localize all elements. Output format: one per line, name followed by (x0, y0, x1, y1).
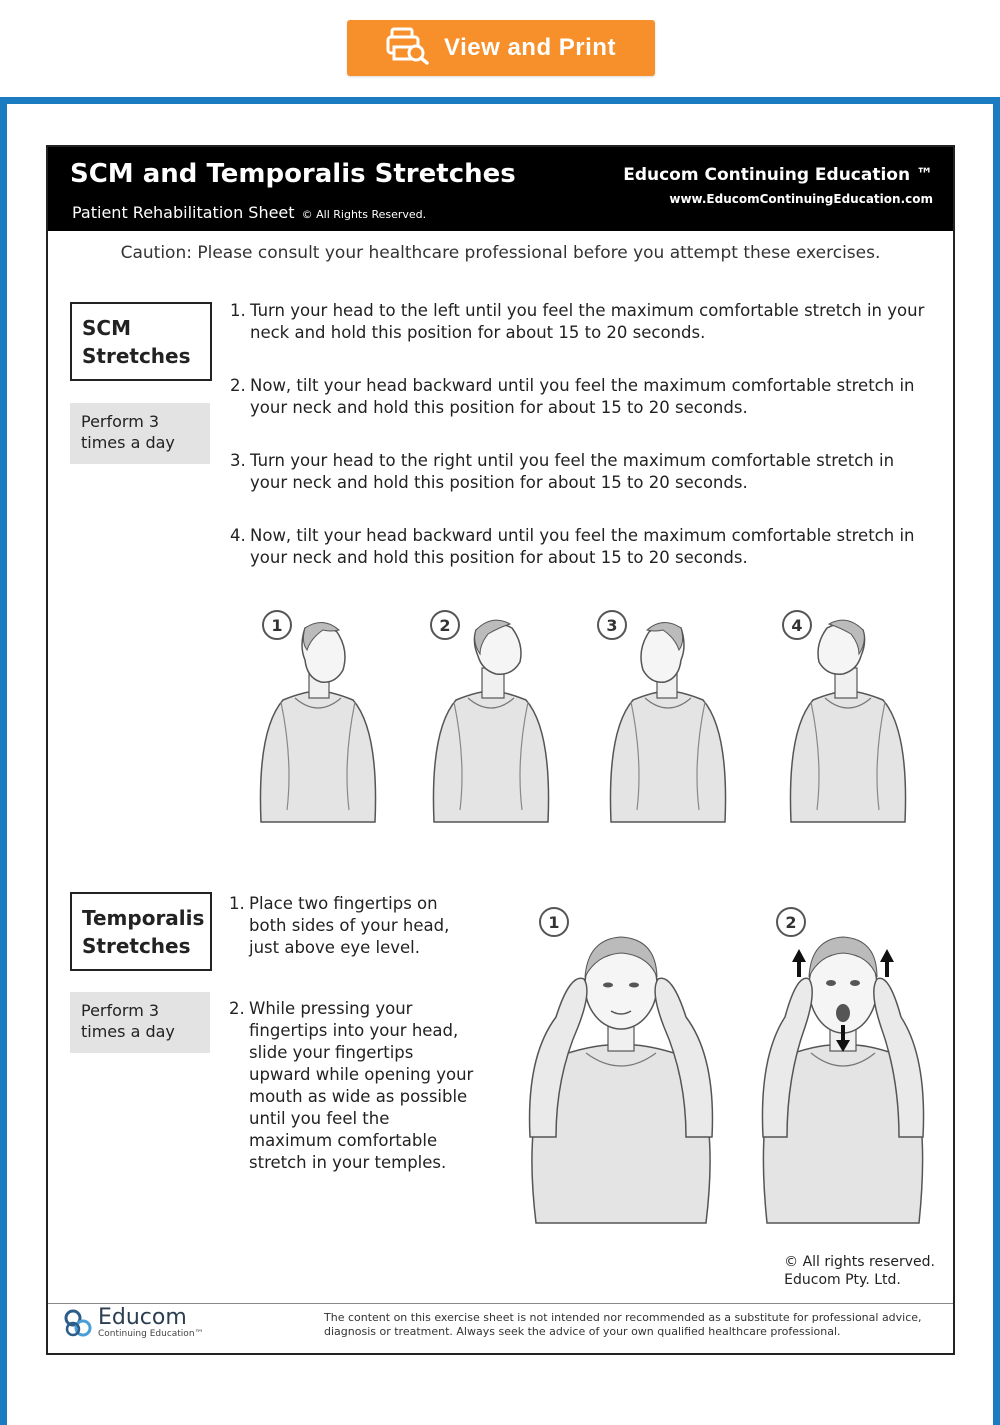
figure-number-badge: 1 (262, 610, 292, 640)
figure-number-badge: 1 (539, 907, 569, 937)
copyright-note (784, 1253, 935, 1289)
scm-freq-line2: times a day (81, 433, 175, 452)
sheet-subtitle (72, 203, 426, 222)
person-head-tilted-back-right-illustration (783, 610, 913, 825)
scm-step (230, 300, 930, 344)
scm-freq-line1: Perform 3 (81, 412, 160, 431)
scm-figure-3 (603, 610, 733, 825)
temporalis-figure-2 (753, 907, 933, 1225)
org-url: www.EducomContinuingEducation.com (669, 192, 933, 206)
temporalis-step (229, 998, 474, 1174)
step-number: 4. (230, 526, 246, 545)
sheet-title: SCM and Temporalis Stretches (70, 159, 516, 189)
copyright-line1: © All rights reserved. (784, 1254, 935, 1270)
copyright-line2: Educom Pty. Ltd. (784, 1272, 901, 1288)
educom-logo-icon (62, 1307, 94, 1339)
step-number: 2. (229, 999, 245, 1018)
temporalis-steps (229, 893, 474, 1174)
sheet-header (48, 147, 953, 231)
scm-title-line2: Stretches (82, 344, 191, 368)
step-number: 1. (230, 301, 246, 320)
temporalis-section-title (70, 892, 212, 971)
scm-figure-4 (783, 610, 913, 825)
print-preview-icon (386, 27, 430, 69)
scm-step (230, 450, 930, 494)
step-text: Place two fingertips on both sides of your head, just above eye level. (249, 894, 450, 957)
step-number: 1. (229, 894, 245, 913)
temporalis-frequency (70, 992, 210, 1053)
brand-tagline: Continuing Education™ (98, 1329, 204, 1339)
educom-logo (62, 1307, 204, 1339)
brand-name: Educom (98, 1305, 187, 1330)
exercise-sheet (46, 145, 955, 1355)
subtitle-text: Patient Rehabilitation Sheet (72, 203, 295, 222)
temporalis-step (229, 893, 474, 959)
scm-title-line1: SCM (82, 316, 131, 340)
person-head-turned-left-illustration (253, 610, 383, 825)
scm-step (230, 525, 930, 569)
temporalis-title-line2: Stretches (82, 934, 191, 958)
temporalis-freq-line2: times a day (81, 1022, 175, 1041)
scm-figure-1 (253, 610, 383, 825)
scm-figure-2 (426, 610, 556, 825)
scm-frequency (70, 403, 210, 464)
step-text: Now, tilt your head backward until you feel the maximum comfortable stretch in your neck and hold this position for about 15 to 20 seconds. (250, 526, 915, 567)
person-head-turned-right-illustration (603, 610, 733, 825)
person-fingertips-slide-up-mouth-open-illustration (753, 907, 933, 1225)
scm-section-title (70, 302, 212, 381)
step-number: 3. (230, 451, 246, 470)
footer-divider (48, 1303, 953, 1304)
temporalis-title-line1: Temporalis (82, 906, 205, 930)
step-text: Now, tilt your head backward until you feel the maximum comfortable stretch in your neck and hold this position for about 15 to 20 seconds. (250, 376, 915, 417)
step-number: 2. (230, 376, 246, 395)
disclaimer-text: The content on this exercise sheet is not intended nor recommended as a substitute for professional advice, diagnosis or treatment. Always seek the advice of your own qualified healthcare professional. (324, 1311, 922, 1338)
scm-step (230, 375, 930, 419)
figure-number-badge: 2 (430, 610, 460, 640)
step-text: While pressing your fingertips into your head, slide your fingertips upward while opening your mouth as wide as possible until you feel the maximum comfortable stretch in your temples. (249, 999, 474, 1172)
rights-text: © All Rights Reserved. (301, 208, 427, 221)
figure-number-badge: 4 (782, 610, 812, 640)
view-and-print-button[interactable] (347, 20, 655, 76)
temporalis-freq-line1: Perform 3 (81, 1001, 160, 1020)
person-head-tilted-back-illustration (426, 610, 556, 825)
scm-steps (230, 300, 930, 569)
figure-number-badge: 3 (597, 610, 627, 640)
org-name: Educom Continuing Education ™ (623, 165, 933, 185)
step-text: Turn your head to the left until you feel the maximum comfortable stretch in your neck and hold this position for about 15 to 20 seconds. (250, 301, 925, 342)
figure-number-badge: 2 (776, 907, 806, 937)
temporalis-figure-1 (516, 907, 726, 1225)
view-and-print-label: View and Print (444, 34, 616, 61)
caution-text: Caution: Please consult your healthcare professional before you attempt these exercises. (120, 243, 881, 263)
step-text: Turn your head to the right until you feel the maximum comfortable stretch in your neck and hold this position for about 15 to 20 seconds. (250, 451, 895, 492)
person-fingertips-on-temples-illustration (516, 907, 726, 1225)
